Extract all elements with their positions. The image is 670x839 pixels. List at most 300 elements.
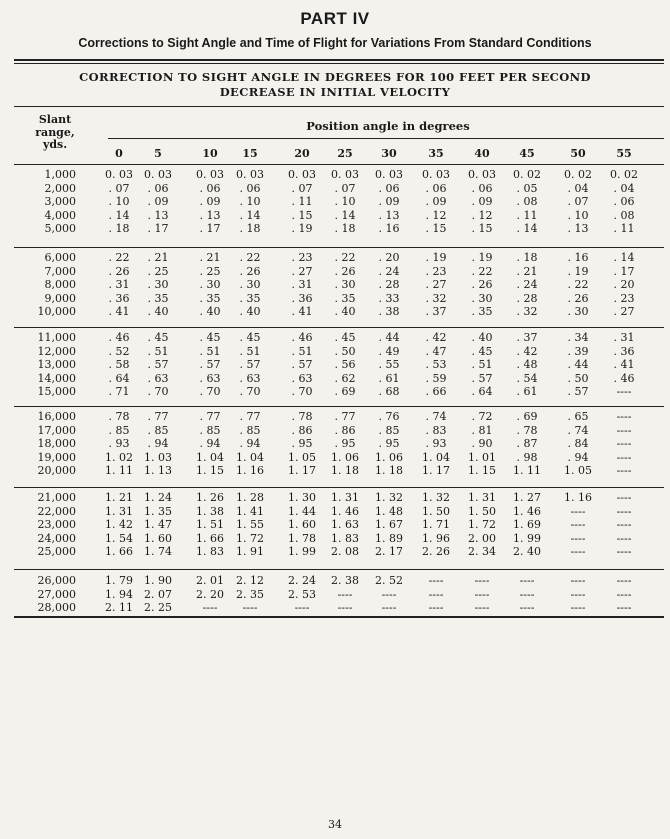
correction-cell: ---- [570,518,586,531]
correction-cell: . 23 [425,264,447,278]
correction-cell: . 18 [516,251,538,264]
correction-cell: . 35 [334,291,356,305]
correction-cell: . 04 [567,181,589,195]
correction-cell: 1. 16 [564,491,592,504]
correction-cell: . 57 [291,358,313,371]
correction-cell: 2. 53 [288,587,316,601]
correction-cell: . 63 [291,371,313,385]
correction-cell: . 95 [378,437,400,450]
table-row [0,532,670,546]
correction-cell: . 24 [378,264,400,278]
correction-cell: 0. 03 [144,168,172,181]
correction-cell: . 16 [378,222,400,235]
page-number: 34 [328,818,342,831]
angle-header: 40 [474,147,490,160]
correction-cell: . 81 [471,423,493,437]
correction-cell: ---- [242,601,258,614]
correction-cell: . 85 [378,423,400,437]
angle-header: 15 [242,147,258,160]
correction-cell: . 06 [378,181,400,195]
correction-cell: 1. 16 [236,464,264,477]
correction-cell: . 70 [147,385,169,398]
correction-cell: 1. 41 [236,504,264,518]
correction-cell: . 57 [199,358,221,371]
correction-cell: 1. 51 [196,518,224,531]
correction-cell: . 31 [108,278,130,291]
correction-cell: ---- [570,574,586,587]
slant-range-cell: 6,000 [44,251,76,264]
correction-cell: 2. 08 [331,545,359,558]
correction-cell: ---- [519,601,535,614]
correction-cell: . 61 [516,385,538,398]
correction-cell: ---- [616,574,632,587]
correction-cell: 1. 83 [331,531,359,545]
correction-cell: . 22 [567,278,589,291]
table-row [0,251,670,265]
correction-cell: 1. 31 [331,491,359,504]
correction-cell: . 33 [378,291,400,305]
correction-cell: . 61 [378,371,400,385]
correction-cell: 1. 94 [105,587,133,601]
correction-cell: . 37 [516,331,538,344]
correction-cell: . 27 [291,264,313,278]
correction-cell: . 41 [613,358,635,371]
correction-cell: . 14 [239,208,261,222]
correction-cell: 1. 66 [196,531,224,545]
correction-cell: . 28 [378,278,400,291]
correction-cell: 1. 72 [236,531,264,545]
correction-cell: 1. 31 [105,504,133,518]
correction-cell: . 07 [567,195,589,208]
correction-cell: . 40 [239,305,261,318]
slant-range-cell: 26,000 [37,574,76,587]
correction-cell: . 35 [239,291,261,305]
correction-cell: . 59 [425,371,447,385]
correction-cell: ---- [616,531,632,545]
correction-cell: 1. 02 [105,450,133,464]
correction-cell: . 42 [425,331,447,344]
correction-cell: . 76 [378,410,400,423]
table-row [0,505,670,519]
correction-cell: ---- [616,504,632,518]
correction-cell: . 85 [239,423,261,437]
correction-cell: . 63 [147,371,169,385]
correction-cell: . 22 [471,264,493,278]
correction-cell: ---- [570,531,586,545]
correction-cell: . 26 [334,264,356,278]
correction-cell: . 70 [199,385,221,398]
correction-cell: ---- [519,587,535,601]
correction-cell: 2. 17 [375,545,403,558]
table-row [0,574,670,588]
correction-cell: . 13 [378,208,400,222]
table-row [0,278,670,292]
slant-range-cell: 18,000 [37,437,76,450]
correction-cell: 1. 28 [236,491,264,504]
correction-cell: 1. 27 [513,491,541,504]
correction-cell: 0. 03 [468,168,496,181]
correction-cell: . 54 [516,371,538,385]
table-row [0,491,670,505]
correction-cell: ---- [428,587,444,601]
table-row [0,464,670,478]
header-rule-top [14,59,664,61]
correction-cell: ---- [570,601,586,614]
correction-cell: . 21 [147,251,169,264]
correction-cell: 0. 03 [196,168,224,181]
correction-cell: . 48 [516,358,538,371]
correction-cell: . 44 [378,331,400,344]
correction-cell: . 19 [471,251,493,264]
correction-cell: ---- [519,574,535,587]
correction-cell: . 26 [471,278,493,291]
correction-cell: 1. 67 [375,518,403,531]
correction-cell: . 20 [378,251,400,264]
correction-cell: ---- [474,587,490,601]
correction-cell: . 30 [567,305,589,318]
correction-cell: . 20 [613,278,635,291]
table-row [0,358,670,372]
correction-cell: 0. 03 [331,168,359,181]
correction-cell: ---- [616,464,632,477]
correction-cell: . 11 [613,222,635,235]
correction-cell: . 36 [108,291,130,305]
slant-range-cell: 11,000 [37,331,76,344]
correction-cell: . 50 [567,371,589,385]
slant-range-cell: 2,000 [44,181,76,195]
correction-cell: 1. 91 [236,545,264,558]
correction-cell: . 25 [147,264,169,278]
correction-cell: 2. 26 [422,545,450,558]
slant-range-cell: 24,000 [37,531,76,545]
correction-cell: . 69 [516,410,538,423]
slant-range-cell: 9,000 [44,291,76,305]
correction-cell: . 38 [378,305,400,318]
correction-cell: . 27 [425,278,447,291]
correction-cell: 1. 01 [468,450,496,464]
correction-cell: 1. 26 [196,491,224,504]
correction-cell: . 09 [425,195,447,208]
table-row [0,331,670,345]
correction-cell: . 44 [567,358,589,371]
correction-cell: . 74 [567,423,589,437]
correction-cell: 0. 02 [564,168,592,181]
correction-cell: . 68 [378,385,400,398]
correction-cell: ---- [616,423,632,437]
correction-cell: . 40 [199,305,221,318]
correction-cell: 2. 00 [468,531,496,545]
correction-cell: 1. 06 [375,450,403,464]
correction-cell: . 11 [291,195,313,208]
correction-cell: . 46 [108,331,130,344]
correction-cell: 1. 46 [513,504,541,518]
slant-range-cell: 15,000 [37,385,76,398]
slant-range-cell: 22,000 [37,504,76,518]
slant-range-cell: 21,000 [37,491,76,504]
correction-cell: . 06 [239,181,261,195]
correction-cell: . 56 [334,358,356,371]
correction-cell: . 50 [334,344,356,358]
correction-cell: 2. 35 [236,587,264,601]
correction-cell: ---- [570,587,586,601]
slant-range-cell: 10,000 [37,305,76,318]
correction-cell: 1. 32 [375,491,403,504]
table-title-line-1: CORRECTION TO SIGHT ANGLE IN DEGREES FOR 100 FEET PER SECOND [79,70,591,84]
correction-cell: . 85 [199,423,221,437]
correction-cell: . 14 [613,251,635,264]
table-row [0,545,670,559]
correction-cell: . 94 [239,437,261,450]
correction-cell: 1. 31 [468,491,496,504]
correction-cell: . 58 [108,358,130,371]
slant-range-cell: 13,000 [37,358,76,371]
correction-cell: . 10 [334,195,356,208]
correction-cell: 1. 66 [105,545,133,558]
correction-cell: . 93 [108,437,130,450]
slant-header-line-1: Slant [38,113,72,126]
slant-range-cell: 4,000 [44,208,76,222]
correction-cell: . 51 [291,344,313,358]
group-divider [14,616,664,618]
correction-cell: 0. 02 [610,168,638,181]
slant-range-header [20,114,90,152]
group-divider [14,487,664,488]
correction-cell: . 28 [516,291,538,305]
correction-cell: 1. 60 [288,518,316,531]
correction-cell: . 41 [291,305,313,318]
correction-cell: 0. 03 [105,168,133,181]
correction-cell: 1. 11 [513,464,541,477]
correction-cell: . 69 [334,385,356,398]
slant-range-cell: 19,000 [37,450,76,464]
correction-cell: ---- [570,545,586,558]
correction-cell: ---- [616,450,632,464]
correction-cell: . 65 [567,410,589,423]
correction-cell: 1. 50 [422,504,450,518]
correction-cell: ---- [337,601,353,614]
correction-cell: . 86 [334,423,356,437]
correction-cell: . 15 [425,222,447,235]
slant-range-cell: 12,000 [37,344,76,358]
slant-range-cell: 16,000 [37,410,76,423]
angle-header: 55 [616,147,632,160]
correction-cell: . 26 [567,291,589,305]
correction-cell: . 07 [334,181,356,195]
slant-range-cell: 28,000 [37,601,76,614]
correction-cell: . 22 [108,251,130,264]
correction-cell: . 36 [291,291,313,305]
correction-cell: . 30 [239,278,261,291]
correction-cell: ---- [381,587,397,601]
correction-cell: . 35 [471,305,493,318]
correction-cell: . 83 [425,423,447,437]
correction-cell: . 40 [471,331,493,344]
correction-cell: . 94 [199,437,221,450]
correction-cell: 0. 02 [513,168,541,181]
correction-cell: 1. 83 [196,545,224,558]
correction-cell: 1. 04 [236,450,264,464]
correction-cell: 0. 03 [422,168,450,181]
correction-cell: ---- [616,587,632,601]
correction-cell: . 45 [199,331,221,344]
correction-cell: . 31 [291,278,313,291]
correction-cell: . 04 [613,181,635,195]
correction-cell: . 78 [291,410,313,423]
table-top-rule [14,106,664,107]
header-rule-bottom [14,63,664,64]
correction-cell: 1. 05 [288,450,316,464]
slant-range-cell: 5,000 [44,222,76,235]
correction-cell: . 15 [291,208,313,222]
correction-cell: . 13 [199,208,221,222]
correction-cell: 1. 04 [422,450,450,464]
correction-cell: . 26 [108,264,130,278]
part-title: PART IV [300,9,370,28]
correction-cell: . 14 [108,208,130,222]
correction-cell: . 70 [239,385,261,398]
position-header-rule [108,138,664,139]
correction-cell: . 07 [291,181,313,195]
correction-cell: 0. 03 [375,168,403,181]
table-row [0,518,670,532]
table-title-line-2: DECREASE IN INITIAL VELOCITY [219,85,451,99]
group-divider [14,327,664,328]
correction-cell: . 18 [239,222,261,235]
table-row [0,601,670,615]
correction-cell: . 77 [147,410,169,423]
angle-header: 30 [381,147,397,160]
angle-header: 20 [294,147,310,160]
correction-cell: 1. 04 [196,450,224,464]
correction-cell: ---- [616,601,632,614]
correction-cell: . 52 [108,344,130,358]
correction-cell: . 08 [516,195,538,208]
angle-header: 5 [154,147,162,160]
correction-cell: . 06 [147,181,169,195]
correction-cell: 1. 99 [513,531,541,545]
slant-range-cell: 20,000 [37,464,76,477]
table-row [0,182,670,196]
correction-cell: 1. 54 [105,531,133,545]
correction-cell: . 17 [147,222,169,235]
correction-cell: ---- [616,545,632,558]
correction-cell: . 62 [334,371,356,385]
correction-cell: . 07 [108,181,130,195]
table-row [0,410,670,424]
correction-cell: 1. 18 [375,464,403,477]
correction-cell: 1. 96 [422,531,450,545]
slant-range-cell: 7,000 [44,264,76,278]
correction-cell: 2. 52 [375,574,403,587]
table-row [0,292,670,306]
correction-cell: ---- [381,601,397,614]
correction-cell: 1. 05 [564,464,592,477]
slant-range-cell: 25,000 [37,545,76,558]
correction-cell: . 37 [425,305,447,318]
correction-cell: 1. 30 [288,491,316,504]
correction-cell: . 12 [425,208,447,222]
table-title [0,70,670,100]
correction-cell: 2. 07 [144,587,172,601]
correction-cell: ---- [616,437,632,450]
correction-cell: 1. 78 [288,531,316,545]
correction-cell: . 77 [239,410,261,423]
part-subtitle: Corrections to Sight Angle and Time of Flight for Variations From Standard Conditions [78,36,592,50]
correction-cell: ---- [616,491,632,504]
angle-header: 50 [570,147,586,160]
correction-cell: . 57 [471,371,493,385]
correction-cell: . 51 [199,344,221,358]
correction-cell: ---- [294,601,310,614]
correction-cell: ---- [616,385,632,398]
angle-header: 25 [337,147,353,160]
correction-cell: . 49 [378,344,400,358]
correction-cell: 1. 06 [331,450,359,464]
correction-cell: 1. 38 [196,504,224,518]
correction-cell: 1. 50 [468,504,496,518]
correction-cell: . 98 [516,450,538,464]
correction-cell: . 30 [471,291,493,305]
correction-cell: ---- [428,574,444,587]
correction-cell: 1. 35 [144,504,172,518]
correction-cell: . 08 [613,208,635,222]
correction-cell: 2. 34 [468,545,496,558]
table-row [0,372,670,386]
correction-cell: . 09 [147,195,169,208]
correction-cell: . 74 [425,410,447,423]
group-divider [14,569,664,570]
angle-header: 45 [519,147,535,160]
correction-cell: . 94 [567,450,589,464]
correction-cell: 1. 21 [105,491,133,504]
correction-cell: . 78 [516,423,538,437]
slant-range-cell: 27,000 [37,587,76,601]
correction-cell: . 39 [567,344,589,358]
correction-cell: . 40 [334,305,356,318]
correction-cell: 0. 03 [288,168,316,181]
correction-cell: . 78 [108,410,130,423]
correction-cell: . 57 [147,358,169,371]
correction-cell: . 63 [239,371,261,385]
correction-cell: . 32 [516,305,538,318]
correction-cell: . 06 [199,181,221,195]
correction-cell: . 84 [567,437,589,450]
angle-header: 0 [115,147,123,160]
correction-cell: . 16 [567,251,589,264]
correction-cell: ---- [616,410,632,423]
correction-cell: . 17 [199,222,221,235]
correction-cell: 2. 25 [144,601,172,614]
correction-cell: 1. 11 [105,464,133,477]
correction-cell: . 19 [567,264,589,278]
correction-cell: 1. 42 [105,518,133,531]
correction-cell: . 18 [108,222,130,235]
correction-cell: ---- [202,601,218,614]
correction-cell: . 21 [516,264,538,278]
correction-cell: . 46 [291,331,313,344]
correction-cell: . 95 [334,437,356,450]
correction-cell: 1. 18 [331,464,359,477]
correction-cell: 1. 99 [288,545,316,558]
correction-cell: . 45 [471,344,493,358]
slant-range-cell: 1,000 [44,168,76,181]
correction-cell: . 17 [613,264,635,278]
correction-cell: 1. 48 [375,504,403,518]
correction-cell: . 77 [199,410,221,423]
correction-cell: . 45 [239,331,261,344]
correction-cell: . 19 [425,251,447,264]
correction-cell: 1. 63 [331,518,359,531]
